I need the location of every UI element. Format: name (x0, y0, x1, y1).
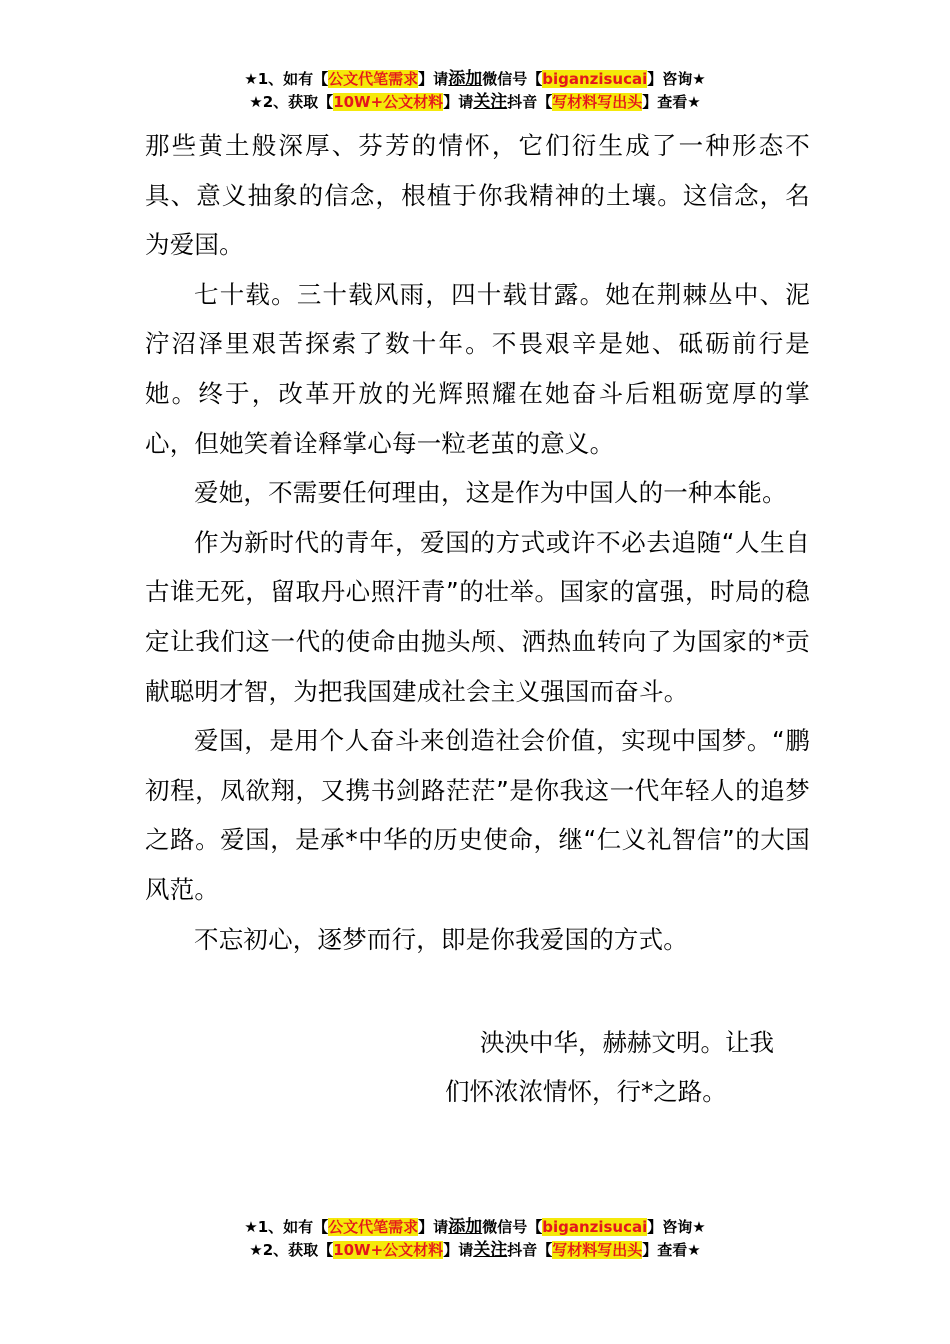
closing-line-2: 们怀浓浓情怀，行*之路。 (445, 1077, 727, 1106)
footer-highlight-service: 公文代笔需求 (328, 1218, 419, 1236)
header-banner (0, 68, 950, 114)
closing-line-1: 泱泱中华，赫赫文明。让我 (480, 1028, 774, 1057)
essay-body (145, 121, 810, 964)
footer-banner-line-2: ★2、获取【10W+公文材料】请关注抖音【写材料写出头】查看★ (249, 1240, 701, 1260)
paragraph-1: 那些黄土般深厚、芬芳的情怀，它们衍生成了一种形态不具、意义抽象的信念，根植于你我精神的土壤。这信念，名为爱国。 (145, 131, 810, 260)
paragraph-5: 爱国，是用个人奋斗来创造社会价值，实现中国梦。“鹏初程，凤欲翔，又携书剑路茫茫”是你我这一代年轻人的追梦之路。爱国，是承*中华的历史使命，继“仁义礼智信”的大国风范。 (145, 726, 810, 904)
footer-banner (0, 1216, 950, 1262)
footer-highlight-materials: 10W+公文材料 (333, 1241, 444, 1259)
banner-highlight-wechat: biganzisucai (542, 70, 648, 88)
footer-highlight-douyin: 写材料写出头 (552, 1241, 643, 1259)
banner-highlight-douyin: 写材料写出头 (552, 93, 643, 111)
paragraph-2: 七十载。三十载风雨，四十载甘露。她在荆棘丛中、泥泞沼泽里艰苦探索了数十年。不畏艰辛是她、砥砺前行是她。终于，改革开放的光辉照耀在她奋斗后粗砺宽厚的掌心，但她笑着诠释掌心每一粒老茧的意义。 (145, 279, 810, 458)
banner-line-2: ★2、获取【10W+公文材料】请关注抖音【写材料写出头】查看★ (249, 92, 701, 112)
banner-highlight-service: 公文代笔需求 (328, 70, 419, 88)
paragraph-4: 作为新时代的青年，爱国的方式或许不必去追随“人生自古谁无死，留取丹心照汗青”的壮举。国家的富强，时局的稳定让我们这一代的使命由抛头颅、洒热血转向了为国家的*贡献聪明才智，为把我国建成社会主义强国而奋斗。 (145, 527, 810, 706)
banner-line-1: ★1、如有【公文代笔需求】请添加微信号【biganzisucai】咨询★ (244, 69, 706, 89)
banner-highlight-materials: 10W+公文材料 (333, 93, 444, 111)
footer-highlight-wechat: biganzisucai (542, 1218, 648, 1236)
paragraph-6: 不忘初心，逐梦而行，即是你我爱国的方式。 (194, 924, 688, 954)
footer-banner-line-1: ★1、如有【公文代笔需求】请添加微信号【biganzisucai】咨询★ (244, 1217, 706, 1237)
paragraph-3: 爱她，不需要任何理由，这是作为中国人的一种本能。 (194, 478, 787, 508)
